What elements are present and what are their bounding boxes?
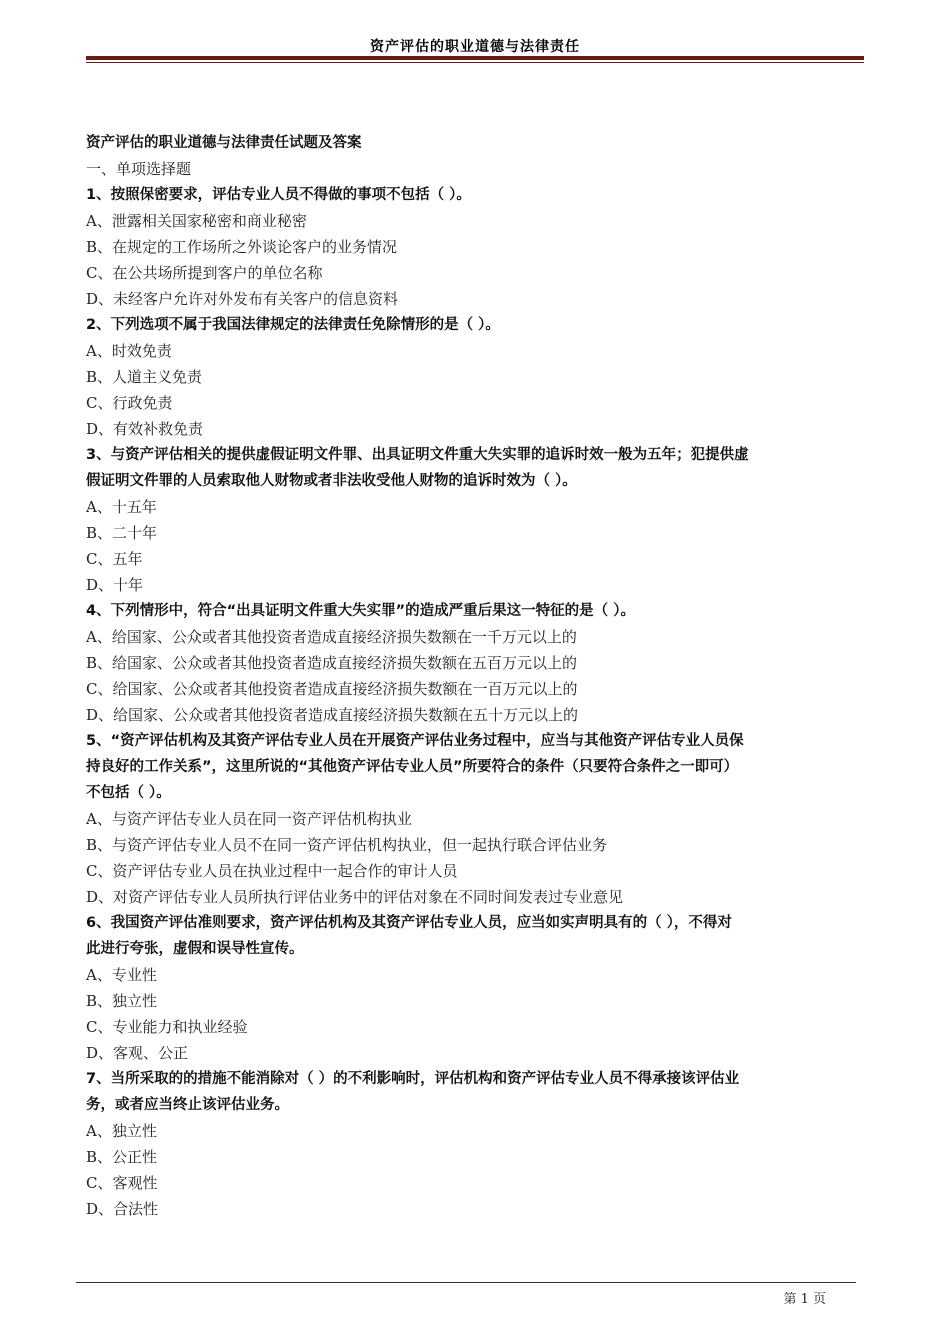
answer-option: B、给国家、公众或者其他投资者造成直接经济损失数额在五百万元以上的 xyxy=(86,654,578,672)
answer-option: A、泄露相关国家秘密和商业秘密 xyxy=(86,212,307,230)
question-text: 不包括（ ）。 xyxy=(86,785,171,801)
answer-option: B、与资产评估专业人员不在同一资产评估机构执业，但一起执行联合评估业务 xyxy=(86,836,608,854)
answer-option: A、时效免责 xyxy=(86,342,172,360)
answer-option: A、给国家、公众或者其他投资者造成直接经济损失数额在一千万元以上的 xyxy=(86,628,577,646)
answer-option: B、公正性 xyxy=(86,1148,158,1166)
answer-option: C、资产评估专业人员在执业过程中一起合作的审计人员 xyxy=(86,862,458,880)
answer-option: D、客观、公正 xyxy=(86,1044,189,1062)
page-header-title: 资产评估的职业道德与法律责任 xyxy=(370,39,580,55)
question-text: 6、我国资产评估准则要求，资产评估机构及其资产评估专业人员，应当如实声明具有的（ ），不得对 xyxy=(86,915,732,931)
answer-option: C、给国家、公众或者其他投资者造成直接经济损失数额在一百万元以上的 xyxy=(86,680,578,698)
document-title: 资产评估的职业道德与法律责任试题及答案 xyxy=(86,135,362,151)
answer-option: B、独立性 xyxy=(86,992,158,1010)
answer-option: D、给国家、公众或者其他投资者造成直接经济损失数额在五十万元以上的 xyxy=(86,706,579,724)
question-text: 3、与资产评估相关的提供虚假证明文件罪、出具证明文件重大失实罪的追诉时效一般为五年；犯提供虚 xyxy=(86,447,749,463)
answer-option: C、客观性 xyxy=(86,1174,158,1192)
answer-option: C、专业能力和执业经验 xyxy=(86,1018,248,1036)
answer-option: B、二十年 xyxy=(86,524,158,542)
answer-option: A、与资产评估专业人员在同一资产评估机构执业 xyxy=(86,810,412,828)
question-text: 7、当所采取的的措施不能消除对（ ）的不利影响时，评估机构和资产评估专业人员不得承接该评估业 xyxy=(86,1071,740,1087)
answer-option: A、独立性 xyxy=(86,1122,157,1140)
answer-option: B、在规定的工作场所之外谈论客户的业务情况 xyxy=(86,238,398,256)
question-text: 4、下列情形中，符合“出具证明文件重大失实罪”的造成严重后果这一特征的是（ ）。 xyxy=(86,603,635,619)
answer-option: B、人道主义免责 xyxy=(86,368,203,386)
answer-option: D、十年 xyxy=(86,576,144,594)
question-text: 持良好的工作关系”，这里所说的“其他资产评估专业人员”所要符合的条件（只要符合条件之一即可） xyxy=(86,759,739,775)
answer-option: C、行政免责 xyxy=(86,394,173,412)
answer-option: D、对资产评估专业人员所执行评估业务中的评估对象在不同时间发表过专业意见 xyxy=(86,888,624,906)
answer-option: D、未经客户允许对外发布有关客户的信息资料 xyxy=(86,290,399,308)
answer-option: A、十五年 xyxy=(86,498,157,516)
question-text: 1、按照保密要求，评估专业人员不得做的事项不包括（ ）。 xyxy=(86,187,471,203)
answer-option: C、五年 xyxy=(86,550,143,568)
answer-option: C、在公共场所提到客户的单位名称 xyxy=(86,264,323,282)
question-text: 2、下列选项不属于我国法律规定的法律责任免除情形的是（ ）。 xyxy=(86,317,500,333)
question-text: 5、“资产评估机构及其资产评估专业人员在开展资产评估业务过程中，应当与其他资产评估专业人员保 xyxy=(86,733,744,749)
header-rule-thin xyxy=(86,62,864,63)
question-text: 务，或者应当终止该评估业务。 xyxy=(86,1097,289,1113)
document-body xyxy=(86,130,854,1222)
question-text: 此进行夸张，虚假和误导性宣传。 xyxy=(86,941,304,957)
section-heading: 一、单项选择题 xyxy=(86,160,192,178)
answer-option: D、合法性 xyxy=(86,1200,159,1218)
question-list xyxy=(86,182,854,1222)
page-number: 第 1 页 xyxy=(783,1292,826,1307)
footer-rule xyxy=(76,1282,856,1283)
header-rule xyxy=(86,56,864,60)
answer-option: D、有效补救免责 xyxy=(86,420,204,438)
answer-option: A、专业性 xyxy=(86,966,157,984)
question-text: 假证明文件罪的人员索取他人财物或者非法收受他人财物的追诉时效为（ ）。 xyxy=(86,473,577,489)
